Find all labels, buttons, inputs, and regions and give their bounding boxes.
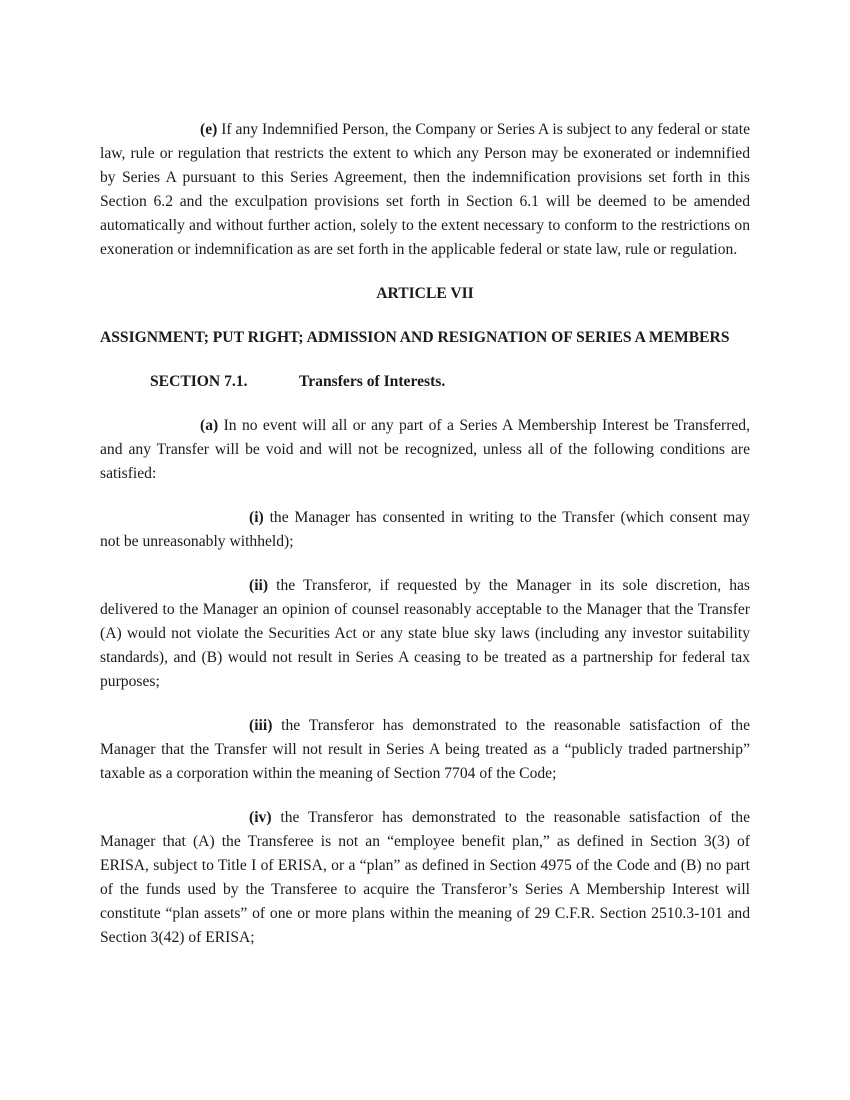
paragraph-a-text: In no event will all or any part of a Series A Membership Interest be Transferred, and any Transfer will be void and will not be recognized, unless all of the following conditions are satisfied:	[100, 417, 750, 482]
subparagraph-iv-text: the Transferor has demonstrated to the reasonable satisfaction of the Manager that (A) the Transferee is not an “employee benefit plan,” as defined in Section 3(3) of ERISA, subject to Title I of ERISA, or a “plan” as defined in Section 4975 of the Code and (B) no part of the funds used by the Transferee to acquire the Transferor’s Series A Membership Interest will constitute “plan assets” of one or more plans within the meaning of 29 C.F.R. Section 2510.3-101 and Section 3(42) of ERISA;	[100, 809, 750, 946]
section-title: Transfers of Interests.	[299, 373, 446, 390]
section-number: SECTION 7.1.	[150, 373, 248, 390]
subparagraph-iv	[100, 806, 750, 950]
paragraph-e-label: (e)	[200, 121, 218, 138]
section-heading	[150, 370, 750, 394]
subparagraph-i	[100, 506, 750, 554]
subparagraph-ii	[100, 574, 750, 694]
paragraph-a-label: (a)	[200, 417, 219, 434]
subparagraph-iii-label: (iii)	[249, 717, 273, 734]
subparagraph-ii-label: (ii)	[249, 577, 269, 594]
paragraph-a	[100, 414, 750, 486]
paragraph-e	[100, 118, 750, 262]
article-title: ARTICLE VII	[376, 285, 474, 302]
subparagraph-iii	[100, 714, 750, 786]
subparagraph-ii-text: the Transferor, if requested by the Manager in its sole discretion, has delivered to the Manager an opinion of counsel reasonably acceptable to the Manager that the Transfer (A) would not violate the Securities Act or any state blue sky laws (including any investor suitability standards), and (B) would not result in Series A ceasing to be treated as a partnership for federal tax purposes;	[100, 577, 750, 690]
document-body	[100, 118, 750, 950]
subparagraph-i-text: the Manager has consented in writing to the Transfer (which consent may not be unreasonably withheld);	[100, 509, 750, 550]
subparagraph-i-label: (i)	[249, 509, 264, 526]
article-heading: ASSIGNMENT; PUT RIGHT; ADMISSION AND RESIGNATION OF SERIES A MEMBERS	[100, 329, 730, 346]
subparagraph-iv-label: (iv)	[249, 809, 272, 826]
paragraph-e-text: If any Indemnified Person, the Company or Series A is subject to any federal or state law, rule or regulation that restricts the extent to which any Person may be exonerated or indemnified by Series A pursuant to this Series Agreement, then the indemnification provisions set forth in this Section 6.2 and the exculpation provisions set forth in Section 6.1 will be deemed to be amended automatically and without further action, solely to the extent necessary to conform to the restrictions on exoneration or indemnification as are set forth in the applicable federal or state law, rule or regulation.	[100, 121, 750, 258]
subparagraph-iii-text: the Transferor has demonstrated to the reasonable satisfaction of the Manager that the Transfer will not result in Series A being treated as a “publicly traded partnership” taxable as a corporation within the meaning of Section 7704 of the Code;	[100, 717, 750, 782]
